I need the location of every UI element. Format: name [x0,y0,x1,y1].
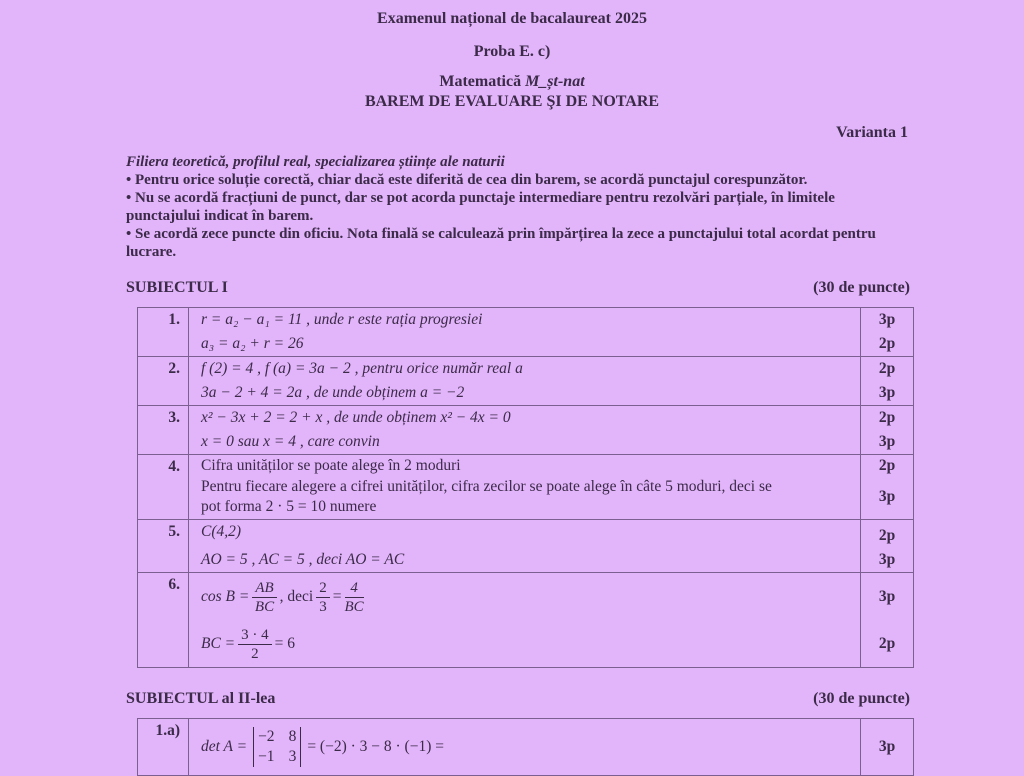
det-line: det A = −2 8 −1 3 = (−2) · 3 − 8 · (−1) = [201,728,444,765]
subject-profile: M_șt-nat [525,73,585,90]
item-number: 4. [138,455,189,520]
rule-3: • Se acordă zece puncte din oficiu. Nota finală se calculează prin împărțirea la zece a punctajului total acordat pentru lucrare. [126,226,876,260]
subject-line [0,73,1024,91]
item-points: 2p 3p [861,455,914,520]
fraction: $\frac{AB}{BC}$ [252,579,276,616]
subiect2-header [126,690,910,708]
item-points: 2p 3p [861,520,914,573]
item-solution [189,573,861,668]
subiect2-table [137,718,914,776]
item-number: 1.a) [138,719,189,776]
item-points: 2p 3p [861,406,914,455]
subiect2-title: SUBIECTUL al II-lea [126,690,276,707]
item-solution [189,719,861,776]
subiect1-title: SUBIECTUL I [126,279,228,296]
table-row [138,455,914,520]
item-points: 3p 2p [861,573,914,668]
filiera-line: Filiera teoretică, profilul real, specializarea științe ale naturii [126,154,505,170]
item-points: 3p 2p [861,308,914,357]
table-row [138,719,914,776]
subiect1-table [137,307,914,668]
item-number: 1. [138,308,189,357]
table-row [138,308,914,357]
fraction: $\frac{2}{3}$ [316,579,330,616]
proba-title: Proba E. c) [473,43,551,60]
matrix-determinant: −2 8 −1 3 [253,727,301,767]
item-solution: x² − 3x + 2 = 2 + x , de unde obținem x² − 4x = 0 x = 0 sau x = 4 , care convin [189,406,861,455]
variant-label: Varianta 1 [836,124,908,141]
table-row [138,357,914,406]
item-points: 3p [861,719,914,776]
cosB-line: cos B = $\frac{AB}{BC}$ , deci $\frac{2}{3}$ = $\frac{4}{BC}$ [201,579,364,615]
subiect1-header [126,279,910,297]
document-title: BAREM DE EVALUARE ŞI DE NOTARE [364,93,660,110]
item-number: 2. [138,357,189,406]
subject-prefix: Matematică [439,73,526,90]
item-points: 2p 3p [861,357,914,406]
item-number: 3. [138,406,189,455]
item-solution: Cifra unităților se poate alege în 2 moduri Pentru fiecare alegere a cifrei unităților, cifra zecilor se poate alege în câte 5 moduri, deci se pot forma 2 · 5 = 10 numere [189,455,861,520]
fraction: $\frac{4}{BC}$ [344,579,364,615]
table-row [138,406,914,455]
table-row [138,520,914,573]
subiect2-points: (30 de puncte) [813,690,910,707]
fraction: $\frac{3 \cdot 4}{2}$ [238,626,272,663]
rule-1: • Pentru orice soluție corectă, chiar dacă este diferită de cea din barem, se acordă punctajul corespunzător. [126,172,808,188]
table-row [138,573,914,668]
rule-2: • Nu se acordă fracțiuni de punct, dar se pot acorda punctaje intermediare pentru rezolvări parțiale, în limitele punctajului indicat în barem. [126,190,835,224]
item-number: 6. [138,573,189,668]
item-solution: C(4,2) AO = 5 , AC = 5 , deci AO = AC [189,520,861,573]
subiect1-points: (30 de puncte) [813,279,910,296]
item-number: 5. [138,520,189,573]
exam-title: Examenul național de bacalaureat 2025 [377,10,647,27]
item-solution: r = a₂ − a₁ = 11 , unde r este rația progresiei a₃ = a₂ + r = 26 [189,308,861,357]
item-solution: f (2) = 4 , f (a) = 3a − 2 , pentru orice număr real a 3a − 2 + 4 = 2a , de unde obținem a = −2 [189,357,861,406]
bc-line: BC = $\frac{3 \cdot 4}{2}$ = 6 [201,626,296,662]
intro-block [126,153,910,261]
